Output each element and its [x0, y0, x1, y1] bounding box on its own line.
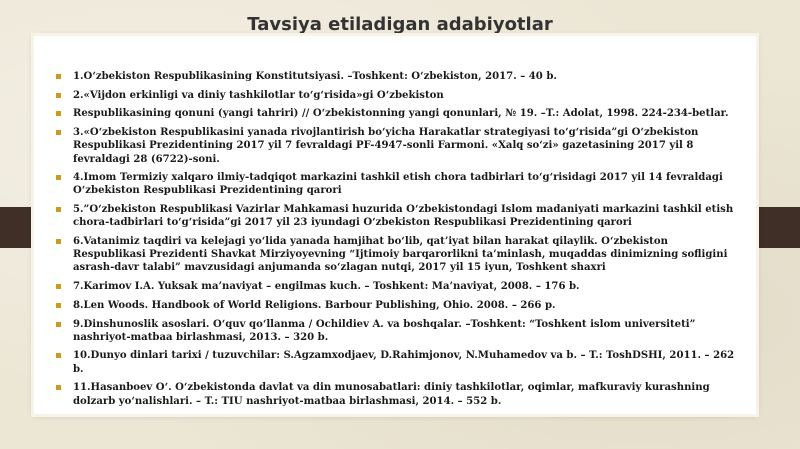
- reference-item: [56, 203, 740, 229]
- bullet-square-icon: [56, 303, 61, 308]
- reference-item: [56, 107, 740, 120]
- reference-text: Respublikasining qonuni (yangi tahriri) // O‘zbekistonning yangi qonunlari, № 19. –T.: Adolat, 1998. 224-234-betlar.: [73, 108, 729, 120]
- slide-title: Tavsiya etiladigan adabiyotlar: [247, 14, 553, 35]
- bullet-square-icon: [56, 74, 61, 79]
- bullet-square-icon: [56, 239, 61, 244]
- reference-item: [56, 280, 740, 293]
- bullet-square-icon: [56, 284, 61, 289]
- reference-text: 8.Len Woods. Handbook of World Religions. Barbour Publishing, Ohio. 2008. – 266 p.: [73, 299, 556, 311]
- reference-text: 9.Dinshunoslik asoslari. O‘quv qo‘llanma / Ochildiev A. va boshqalar. –Toshkent: “Toshkent islom universiteti” nashriyot-matbaa birlashmasi, 2013. – 320 b.: [73, 318, 696, 343]
- bullet-square-icon: [56, 385, 61, 390]
- reference-text: 7.Karimov I.A. Yuksak ma’naviyat – engilmas kuch. – Toshkent: Ma’naviyat, 2008. – 176 b.: [73, 281, 580, 293]
- reference-text: 11.Hasanboev O‘. O‘zbekistonda davlat va din munosabatlari: diniy tashkilotlar, oqimlar, mafkuraviy kurashning dolzarb yo‘nalishlari. – T.: TIU nashriyot-matbaa birlashmasi, 2014. – 552 b.: [73, 382, 710, 407]
- reference-item: [56, 171, 740, 197]
- reference-text: 10.Dunyo dinlari tarixi / tuzuvchilar: S.Agzamxodjaev, D.Rahimjonov, N.Muhamedov va b. – T.: ToshDSHI, 2011. – 262 b.: [73, 350, 735, 375]
- reference-item: [56, 381, 740, 407]
- reference-text: 5.”O‘zbekiston Respublikasi Vazirlar Mahkamasi huzurida O‘zbekistondagi Islom madaniyati markazini tashkil etish chora-tadbirlari to‘g‘risida”gi 2017 yil 23 iyundagi O‘zbekiston Respublikasi Prezidentining qarori: [73, 204, 734, 229]
- reference-item: [56, 318, 740, 344]
- reference-item: [56, 235, 740, 275]
- reference-text: 3.«O‘zbekiston Respublikasini yanada rivojlantirish bo‘yicha Harakatlar strategiyasi to‘g‘risida”gi O‘zbekiston Respublikasi Prezidentining 2017 yil 7 fevraldagi PF-4947-sonli Farmoni. «Xalq so‘zi» gazetasining 2017 yil 8 fevraldagi 28 (6722)-soni.: [73, 127, 699, 165]
- content-panel: [34, 36, 756, 414]
- reference-text: 6.Vatanimiz taqdiri va kelejagi yo‘lida yanada hamjihat bo‘lib, qat’iyat bilan harakat qilaylik. O‘zbekiston Respublikasi Prezidenti Shavkat Mirziyoyevning “Ijtimoiy barqarorlikni ta’minlash, muqaddas dinimizning sofligini asrash-davr talabi” mavzusidagi anjumanda so‘zlagan nutqi, 2017 yil 15 iyun, Toshkent shaxri: [73, 236, 728, 274]
- bullet-square-icon: [56, 111, 61, 116]
- reference-item: [56, 70, 740, 83]
- reference-item: [56, 349, 740, 375]
- bullet-square-icon: [56, 130, 61, 135]
- reference-item: [56, 89, 740, 102]
- reference-item: [56, 299, 740, 312]
- bullet-square-icon: [56, 175, 61, 180]
- reference-text: 1.O‘zbekiston Respublikasining Konstitutsiyasi. –Toshkent: O‘zbekiston, 2017. – 40 b.: [73, 71, 557, 82]
- bullet-square-icon: [56, 93, 61, 98]
- bullet-square-icon: [56, 322, 61, 327]
- reference-list: [56, 70, 740, 413]
- reference-text: 2.«Vijdon erkinligi va diniy tashkilotlar to‘g‘risida»gi O‘zbekiston: [73, 89, 444, 101]
- reference-text: 4.Imom Termiziy xalqaro ilmiy-tadqiqot markazini tashkil etish chora tadbirlari to‘g‘risidagi 2017 yil 14 fevraldagi O‘zbekiston Respublikasi Prezidentining qarori: [73, 172, 723, 197]
- reference-item: [56, 126, 740, 166]
- bullet-square-icon: [56, 353, 61, 358]
- bullet-square-icon: [56, 207, 61, 212]
- right-accent-bar: [752, 207, 800, 248]
